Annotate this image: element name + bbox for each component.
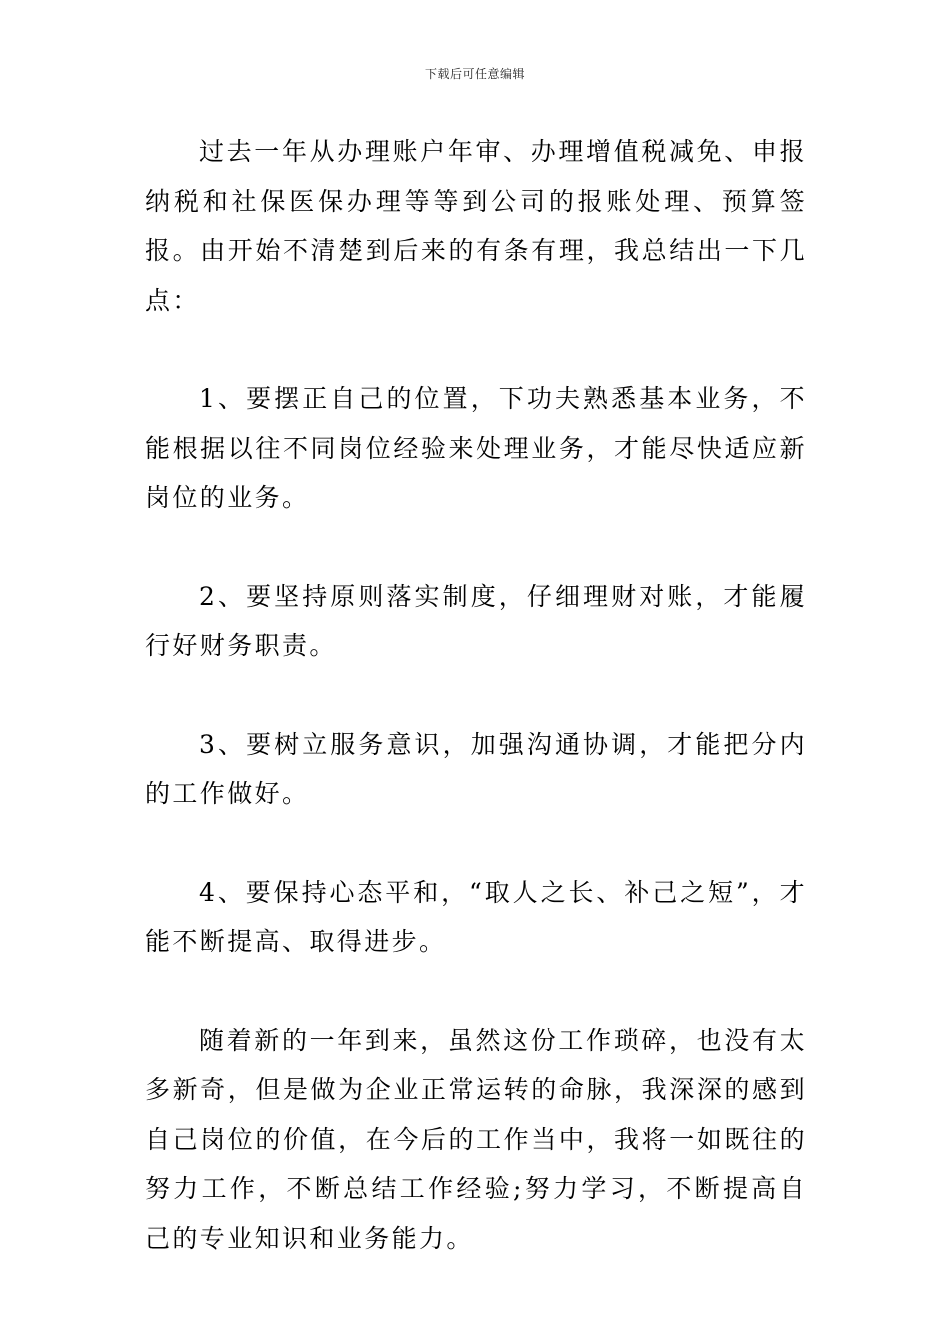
paragraph-point-4: 4、要保持心态平和，“取人之长、补己之短”，才能不断提高、取得进步。	[145, 877, 807, 956]
paragraph-conclusion: 随着新的一年到来，虽然这份工作琐碎，也没有太多新奇，但是做为企业正常运转的命脉，我深深的感到自己岗位的价值，在今后的工作当中，我将一如既往的努力工作，不断总结工作经验;努力学习，不断提高自己的专业知识和业务能力。	[145, 1025, 807, 1253]
paragraph-point-2: 2、要坚持原则落实制度，仔细理财对账，才能履行好财务职责。	[145, 581, 807, 660]
header-note: 下载后可任意编辑	[424, 67, 525, 81]
document-body	[145, 127, 807, 1263]
paragraph-intro: 过去一年从办理账户年审、办理增值税减免、申报纳税和社保医保办理等等到公司的报账处理、预算签报。由开始不清楚到后来的有条有理，我总结出一下几点：	[145, 137, 807, 315]
paragraph-point-1: 1、要摆正自己的位置，下功夫熟悉基本业务，不能根据以往不同岗位经验来处理业务，才能尽快适应新岗位的业务。	[145, 384, 807, 512]
paragraph-point-3: 3、要树立服务意识，加强沟通协调，才能把分内的工作做好。	[145, 729, 807, 808]
